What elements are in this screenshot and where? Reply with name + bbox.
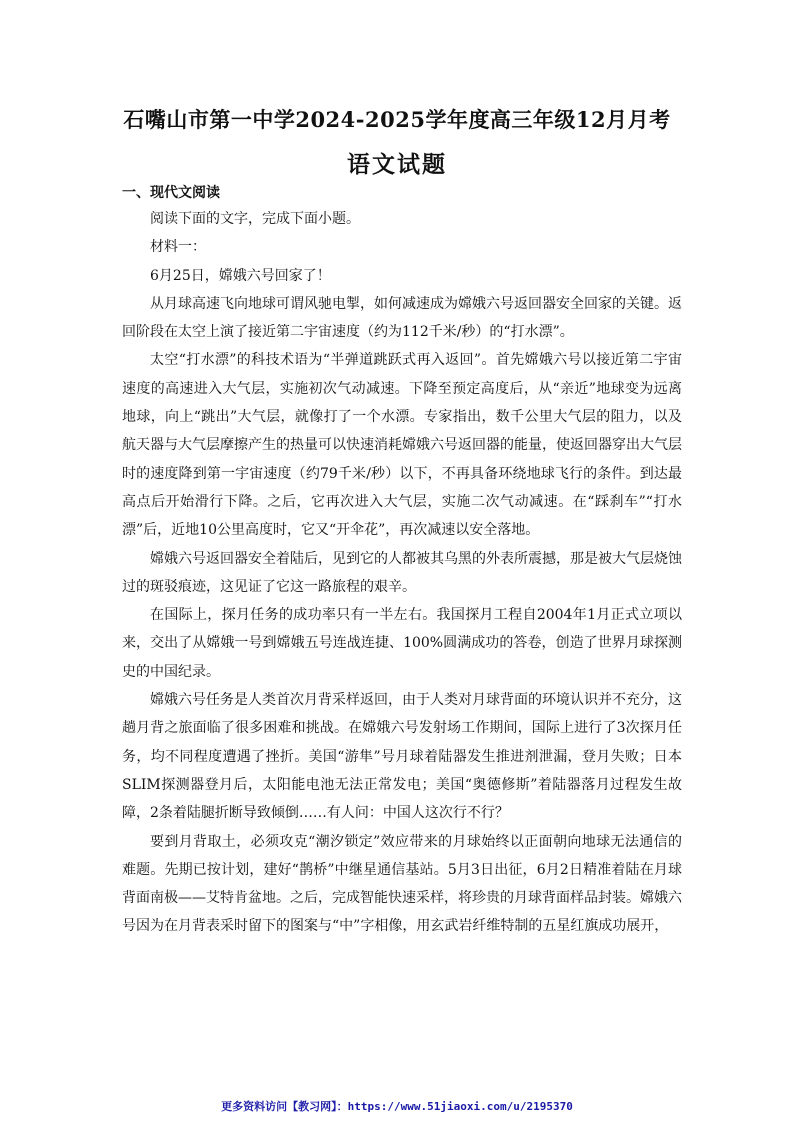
document-body (122, 205, 682, 941)
paragraph: 6月25日，嫦娥六号回家了！ (150, 267, 331, 284)
paragraph: 从月球高速飞向地球可谓风驰电掣，如何减速成为嫦娥六号返回器安全回家的关键。返回阶段在太空上演了接近第二宇宙速度（约为112千米/秒）的“打水漂”。 (122, 295, 682, 341)
paragraph: 嫦娥六号返回器安全着陆后，见到它的人都被其乌黑的外表所震撼，那是被大气层烧蚀过的斑驳痕迹，这见证了它这一路旅程的艰辛。 (122, 550, 682, 595)
document-title: 石嘴山市第一中学2024-2025学年度高三年级12月月考 (123, 107, 671, 132)
section-heading: 一、现代文阅读 (122, 185, 220, 201)
paragraph-material-label: 材料一： (150, 239, 206, 256)
paragraph-instruction: 阅读下面的文字，完成下面小题。 (150, 211, 360, 227)
paragraph: 在国际上，探月任务的成功率只有一半左右。我国探月工程自2004年1月正式立项以来，交出了从嫦娥一号到嫦娥五号连战连捷、100%圆满成功的答卷，创造了世界月球探测史的中国纪录。 (122, 607, 682, 680)
paragraph: 嫦娥六号任务是人类首次月背采样返回，由于人类对月球背面的环境认识并不充分，这趟月背之旅面临了很多困难和挑战。在嫦娥六号发射场工作期间，国际上进行了3次探月任务，均不同程度遭遇了挫折。美国“游隼”号月球着陆器发生推进剂泄漏，登月失败；日本SLIM探测器登月后，太阳能电池无法正常发电；美国“奥德修斯”着陆器落月过程发生故障，2条着陆腿折断导致倾倒……有人问：中国人这次行不行？ (122, 692, 682, 822)
footer-link[interactable]: 更多资料访问【教习网】：https://www.51jiaoxi.com/u/2195370 (221, 1100, 573, 1113)
paragraph: 太空“打水漂”的科技术语为“半弹道跳跃式再入返回”。首先嫦娥六号以接近第二宇宙速度的高速进入大气层，实施初次气动减速。下降至预定高度后，从“亲近”地球变为远离地球，向上“跳出”大气层，就像打了一个水漂。专家指出，数千公里大气层的阻力，以及航天器与大气层摩擦产生的热量可以快速消耗嫦娥六号返回器的能量，使返回器穿出大气层时的速度降到第一宇宙速度（约79千米/秒）以下，不再具备环绕地球飞行的条件。到达最高点后开始滑行下降。之后，它再次进入大气层，实施二次气动减速。在“踩刹车”“打水漂”后，近地10公里高度时，它又“开伞花”，再次减速以安全落地。 (122, 352, 682, 539)
paragraph: 要到月背取土，必须攻克“潮汐锁定”效应带来的月球始终以正面朝向地球无法通信的难题。先期已按计划，建好“鹊桥”中继星通信基站。5月3日出征，6月2日精准着陆在月球背面南极——艾特肯盆地。之后，完成智能快速采样，将珍贵的月球背面样品封装。嫦娥六号因为在月背表采时留下的图案与“中”字相像，用玄武岩纤维特制的五星红旗成功展开， (122, 833, 682, 935)
document-subtitle: 语文试题 (347, 151, 447, 178)
